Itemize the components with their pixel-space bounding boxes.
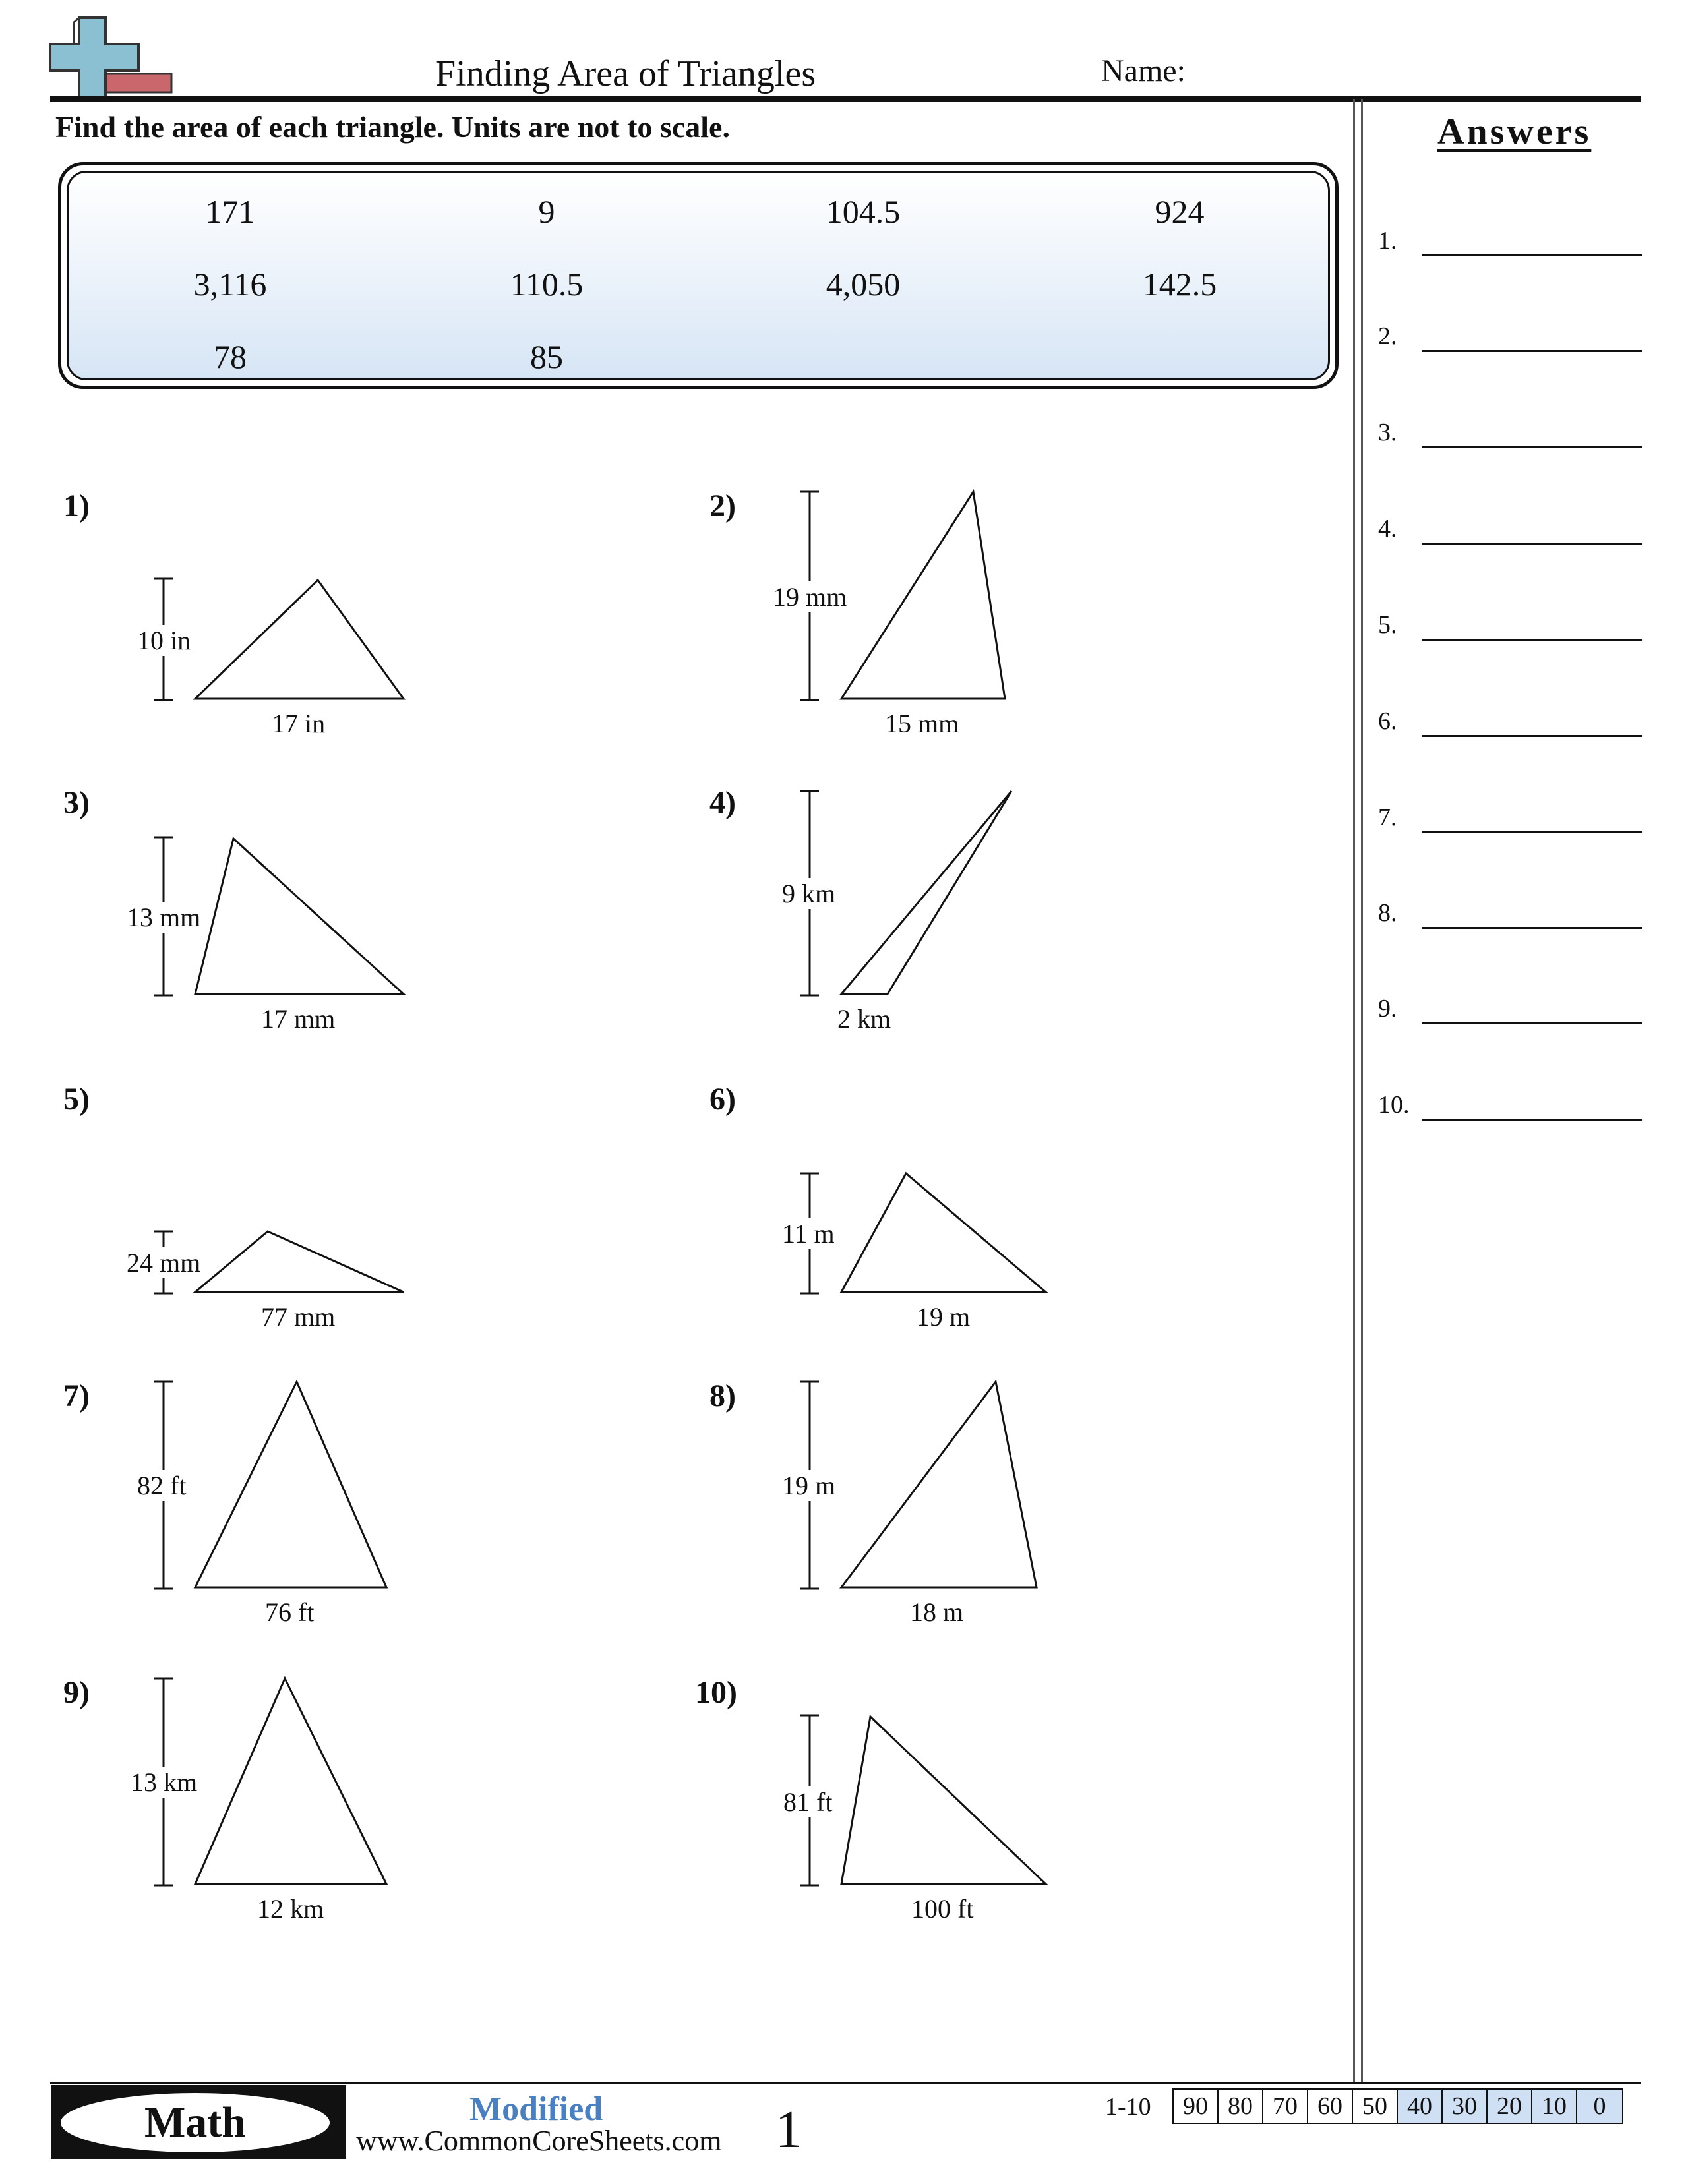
problem-1 <box>63 488 709 784</box>
problem-number: 6) <box>709 1082 736 1117</box>
height-label: 82 ft <box>137 1471 187 1500</box>
answer-line <box>1422 543 1642 545</box>
score-cell: 30 <box>1443 2090 1488 2123</box>
answer-number: 10. <box>1378 1091 1410 1119</box>
answer-blank-1[interactable] <box>1378 221 1642 260</box>
header-divider <box>50 96 1641 102</box>
answer-blank-5[interactable] <box>1378 605 1642 645</box>
website-link[interactable]: www.CommonCoreSheets.com <box>356 2125 722 2157</box>
height-label: 11 m <box>782 1219 835 1249</box>
score-cell: 0 <box>1577 2090 1622 2123</box>
height-label: 9 km <box>782 879 836 908</box>
answer-bank <box>58 162 1339 389</box>
height-label: 19 mm <box>773 582 847 612</box>
problem-number: 8) <box>709 1378 736 1413</box>
base-label: 12 km <box>257 1894 324 1924</box>
height-label: 13 mm <box>127 902 201 932</box>
math-logo-text: Math <box>61 2093 330 2152</box>
answer-number: 4. <box>1378 515 1397 543</box>
problem-number: 7) <box>63 1378 90 1413</box>
bank-value: 85 <box>530 338 563 375</box>
problem-4 <box>709 784 1356 1081</box>
score-cell: 10 <box>1532 2090 1577 2123</box>
base-label: 76 ft <box>265 1597 315 1627</box>
answer-line <box>1422 927 1642 929</box>
base-label: 100 ft <box>911 1894 974 1924</box>
triangle-figure <box>709 1081 1105 1358</box>
answer-blank-9[interactable] <box>1378 989 1642 1028</box>
base-label: 2 km <box>837 1004 891 1034</box>
problem-2 <box>709 488 1356 784</box>
base-label: 17 mm <box>261 1004 336 1034</box>
answer-line <box>1422 1119 1642 1121</box>
math-logo <box>51 2085 346 2159</box>
base-label: 19 m <box>917 1302 971 1332</box>
answer-number: 2. <box>1378 322 1397 350</box>
height-label: 24 mm <box>127 1248 201 1278</box>
answer-blank-4[interactable] <box>1378 509 1642 548</box>
page-number: 1 <box>775 2101 802 2159</box>
answer-blank-7[interactable] <box>1378 798 1642 837</box>
problem-8 <box>709 1378 1356 1674</box>
answer-number: 7. <box>1378 804 1397 831</box>
score-cell: 20 <box>1488 2090 1532 2123</box>
problem-number: 2) <box>709 488 736 523</box>
worksheet-title: Finding Area of Triangles <box>435 53 816 94</box>
answer-number: 3. <box>1378 419 1397 446</box>
answer-number: 9. <box>1378 995 1397 1022</box>
answer-blank-10[interactable] <box>1378 1085 1642 1125</box>
problem-9 <box>63 1674 709 1971</box>
modified-label: Modified <box>469 2090 603 2128</box>
answer-line <box>1422 1022 1642 1024</box>
score-cell: 50 <box>1353 2090 1398 2123</box>
bank-value: 924 <box>1155 193 1205 230</box>
answer-number: 6. <box>1378 707 1397 735</box>
problem-10 <box>695 1674 1341 1971</box>
bank-value: 171 <box>205 193 255 230</box>
answer-line <box>1422 254 1642 256</box>
problem-6 <box>709 1081 1356 1378</box>
problem-3 <box>63 784 709 1081</box>
footer-divider <box>50 2082 1641 2084</box>
height-label: 10 in <box>137 626 191 655</box>
bank-value: 110.5 <box>510 266 584 303</box>
triangle-figure <box>63 488 459 765</box>
answer-line <box>1422 446 1642 448</box>
answer-line <box>1422 639 1642 641</box>
answer-blank-8[interactable] <box>1378 893 1642 933</box>
problem-number: 1) <box>63 488 90 523</box>
problem-number: 3) <box>63 785 90 820</box>
score-cell: 70 <box>1263 2090 1308 2123</box>
answers-title: Answers <box>1437 111 1592 152</box>
answer-number: 8. <box>1378 899 1397 927</box>
triangle-figure <box>695 1674 1091 1951</box>
triangle-figure <box>63 1378 459 1655</box>
bank-value: 78 <box>214 338 247 375</box>
answer-line <box>1422 735 1642 737</box>
score-cell: 90 <box>1174 2090 1219 2123</box>
problem-number: 10) <box>695 1675 737 1710</box>
bank-value: 4,050 <box>826 266 901 303</box>
answer-line <box>1422 831 1642 833</box>
name-label: Name: <box>1101 53 1186 88</box>
answer-number: 5. <box>1378 611 1397 639</box>
bank-value: 104.5 <box>826 193 901 230</box>
height-label: 13 km <box>131 1767 198 1797</box>
score-cell: 40 <box>1398 2090 1443 2123</box>
base-label: 77 mm <box>261 1302 336 1332</box>
answer-number: 1. <box>1378 227 1397 254</box>
bank-value: 9 <box>538 193 555 230</box>
answer-blank-2[interactable] <box>1378 316 1642 356</box>
bank-value: 142.5 <box>1142 266 1217 303</box>
answer-column-divider-inner <box>1361 99 1363 2083</box>
answer-line <box>1422 350 1642 352</box>
triangle-figure <box>709 1378 1105 1655</box>
logo-cross-icon <box>46 15 191 100</box>
height-label: 19 m <box>782 1471 836 1500</box>
bank-value: 3,116 <box>193 266 267 303</box>
base-label: 18 m <box>910 1597 964 1627</box>
answer-blank-6[interactable] <box>1378 701 1642 741</box>
problem-number: 4) <box>709 785 736 820</box>
instructions: Find the area of each triangle. Units are not to scale. <box>55 110 730 144</box>
score-cell: 60 <box>1308 2090 1353 2123</box>
score-cell: 80 <box>1219 2090 1263 2123</box>
problem-5 <box>63 1081 709 1378</box>
answer-blank-3[interactable] <box>1378 413 1642 452</box>
base-label: 17 in <box>272 709 326 738</box>
score-range-label: 1-10 <box>1105 2093 1151 2121</box>
height-label: 81 ft <box>783 1787 833 1817</box>
score-table <box>1172 2088 1623 2124</box>
problem-7 <box>63 1378 709 1674</box>
problem-number: 5) <box>63 1082 90 1117</box>
base-label: 15 mm <box>885 709 959 738</box>
triangle-figure <box>709 784 1105 1061</box>
problem-number: 9) <box>63 1675 90 1710</box>
